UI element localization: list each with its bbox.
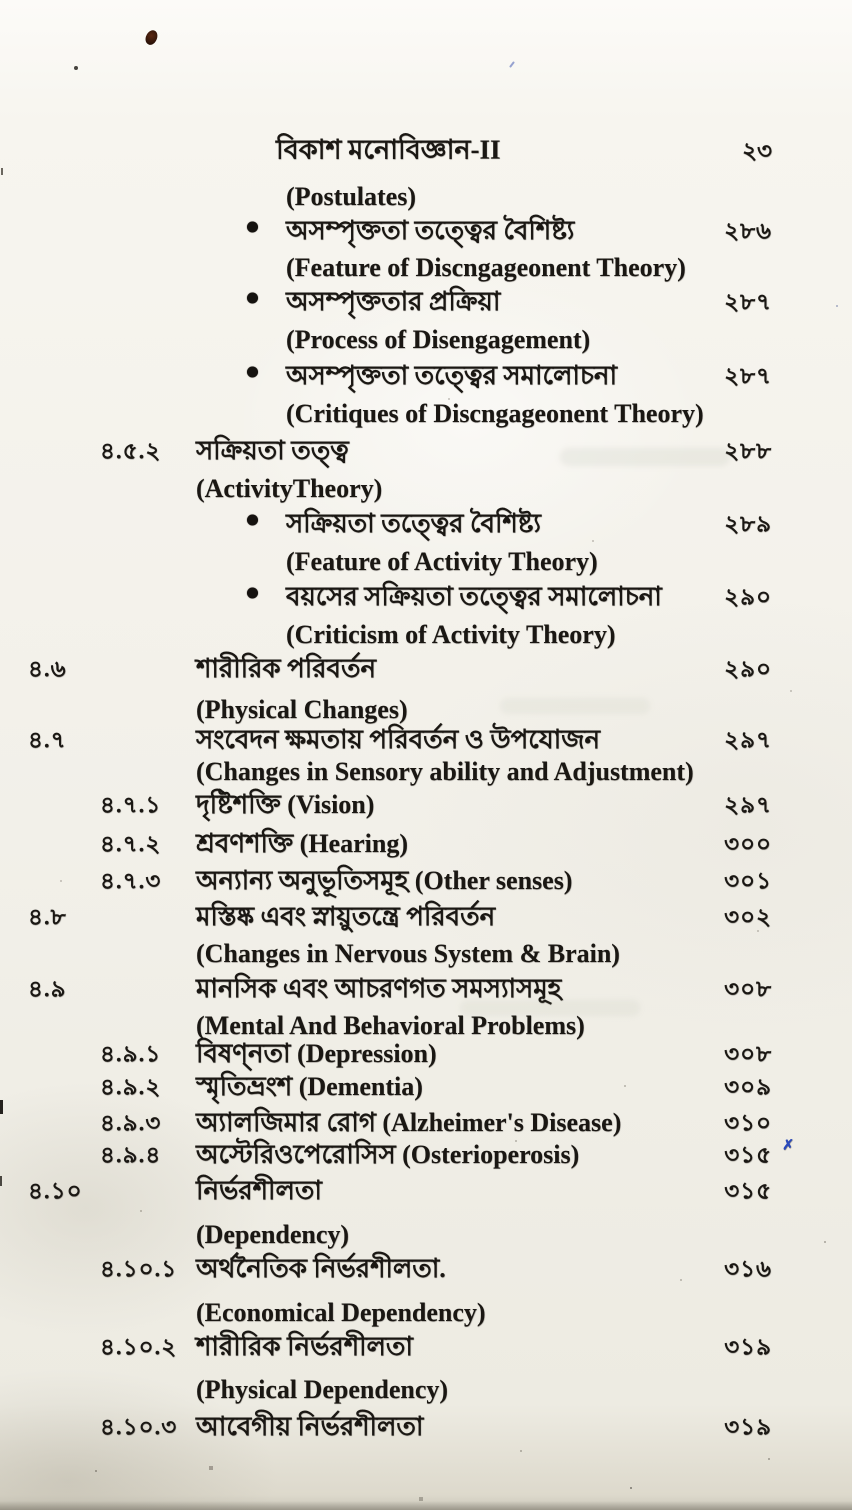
bleed-through-smudge — [500, 698, 650, 714]
section-number: ৪.৯.৪ — [100, 1142, 162, 1168]
page-number: ২৩ — [742, 138, 772, 164]
entry-page-number: ৩০১ — [724, 868, 772, 894]
entry-title: (Dependency) — [196, 1220, 350, 1249]
section-number: ৪.৭ — [28, 727, 67, 753]
section-number: ৪.৫.২ — [100, 438, 162, 464]
entry-title: আবেগীয় নির্ভরশীলতা — [196, 1412, 424, 1441]
entry-page-number: ৩১৯ — [724, 1414, 772, 1440]
bullet-icon — [247, 293, 258, 304]
entry-title: অর্থনৈতিক নির্ভরশীলতা. — [196, 1254, 446, 1283]
entry-title: মানসিক এবং আচরণগত সমস্যাসমূহ — [196, 974, 562, 1003]
entry-page-number: ৩০৮ — [724, 1041, 772, 1067]
bleed-through-smudge — [460, 1000, 640, 1016]
bullet-icon — [247, 515, 258, 526]
section-number: ৪.৭.২ — [100, 831, 162, 857]
entry-title: (Postulates) — [286, 182, 416, 211]
entry-page-number: ৩০২ — [724, 904, 772, 930]
entry-page-number: ২৯০ — [724, 656, 772, 682]
entry-title: (Criticism of Activity Theory) — [286, 620, 616, 649]
entry-title: (Economical Dependency) — [196, 1298, 486, 1327]
paper-specks — [0, 0, 2, 2]
page-edge-mark — [0, 1176, 2, 1186]
entry-title: সক্রিয়তা তত্ত্ব — [196, 436, 349, 465]
entry-title: অ্যালজিমার রোগ (Alzheimer's Disease) — [196, 1108, 622, 1137]
entry-title: স্মৃতিভ্রংশ (Dementia) — [196, 1072, 423, 1101]
entry-title: (Mental And Behavioral Problems) — [196, 1011, 585, 1040]
bleed-through-smudge — [560, 448, 730, 466]
entry-title: বয়সের সক্রিয়তা তত্ত্বের সমালোচনা — [286, 582, 662, 611]
running-title: বিকাশ মনোবিজ্ঞান-II — [276, 134, 501, 165]
entry-page-number: ৩০৯ — [724, 1074, 772, 1100]
blue-pen-mark-icon: ✗ — [782, 1138, 794, 1154]
section-number: ৪.৭.৩ — [100, 868, 162, 894]
bullet-icon — [247, 367, 258, 378]
entry-page-number: ২৮৯ — [724, 511, 772, 537]
entry-title: (Physical Changes) — [196, 695, 408, 724]
bullet-icon — [247, 222, 258, 233]
entry-title: (ActivityTheory) — [196, 474, 383, 503]
entry-title: (Process of Disengagement) — [286, 325, 591, 354]
speck-artifact — [74, 66, 78, 70]
entry-page-number: ২৮৭ — [724, 363, 772, 389]
entry-title: (Critiques of Discngageonent Theory) — [286, 399, 704, 428]
section-number: ৪.৯.৩ — [100, 1110, 162, 1136]
section-number: ৪.৯.২ — [100, 1074, 162, 1100]
entry-title: নির্ভরশীলতা — [196, 1176, 322, 1205]
entry-page-number: ২৮৮ — [724, 438, 772, 464]
entry-page-number: ৩১৯ — [724, 1334, 772, 1360]
entry-page-number: ২৯৭ — [724, 727, 772, 753]
entry-page-number: ৩১৬ — [724, 1256, 772, 1282]
section-number: ৪.৭.১ — [100, 792, 162, 818]
entry-title: মস্তিষ্ক এবং স্নায়ুতন্ত্রে পরিবর্তন — [196, 902, 496, 931]
entry-page-number: ৩১৫ — [724, 1178, 772, 1204]
section-number: ৪.৯ — [28, 976, 67, 1002]
entry-title: অসম্পৃক্ততা তত্ত্বের সমালোচনা — [286, 361, 617, 390]
entry-page-number: ২৯০ — [724, 584, 772, 610]
entry-title: (Changes in Nervous System & Brain) — [196, 939, 620, 968]
entry-title: সংবেদন ক্ষমতায় পরিবর্তন ও উপযোজন — [196, 725, 600, 754]
section-number: ৪.১০.৩ — [100, 1414, 178, 1440]
entry-title: অস্টেরিওপেরোসিস (Osterioperosis) — [196, 1140, 580, 1169]
entry-page-number: ৩০৮ — [724, 976, 772, 1002]
entry-title: (Feature of Discngageonent Theory) — [286, 253, 686, 282]
entry-title: অসম্পৃক্ততার প্রক্রিয়া — [286, 287, 501, 316]
entry-title: (Physical Dependency) — [196, 1375, 449, 1404]
page-edge-mark — [0, 1100, 3, 1114]
section-number: ৪.১০.২ — [100, 1334, 178, 1360]
section-number: ৪.৯.১ — [100, 1041, 162, 1067]
section-number: ৪.১০.১ — [100, 1256, 178, 1282]
entry-title: সক্রিয়তা তত্ত্বের বৈশিষ্ট্য — [286, 509, 541, 538]
entry-title: অসম্পৃক্ততা তত্ত্বের বৈশিষ্ট্য — [286, 216, 575, 245]
entry-page-number: ২৯৭ — [724, 792, 772, 818]
entry-title: শারীরিক নির্ভরশীলতা — [196, 1332, 413, 1361]
entry-title: (Feature of Activity Theory) — [286, 547, 598, 576]
page-edge-mark — [1, 168, 3, 175]
entry-title: (Changes in Sensory ability and Adjustment) — [196, 757, 694, 786]
entry-page-number: ২৮৭ — [724, 289, 772, 315]
entry-page-number: ৩১০ — [724, 1110, 772, 1136]
section-number: ৪.৮ — [28, 904, 67, 930]
entry-page-number: ২৮৬ — [724, 218, 772, 244]
entry-page-number: ৩১৫ — [724, 1142, 772, 1168]
section-number: ৪.৬ — [28, 656, 67, 682]
section-number: ৪.১০ — [28, 1178, 83, 1204]
entry-title: বিষণ্নতা (Depression) — [196, 1039, 437, 1068]
entry-title: শারীরিক পরিবর্তন — [196, 654, 376, 683]
entry-title: দৃষ্টিশক্তি (Vision) — [196, 790, 375, 819]
entry-title: অন্যান্য অনুভূতিসমূহ (Other senses) — [196, 866, 573, 895]
bullet-icon — [247, 588, 258, 599]
entry-title: শ্রবণশক্তি (Hearing) — [196, 829, 408, 858]
entry-page-number: ৩০০ — [724, 831, 772, 857]
page-bottom-shadow — [0, 1501, 852, 1510]
